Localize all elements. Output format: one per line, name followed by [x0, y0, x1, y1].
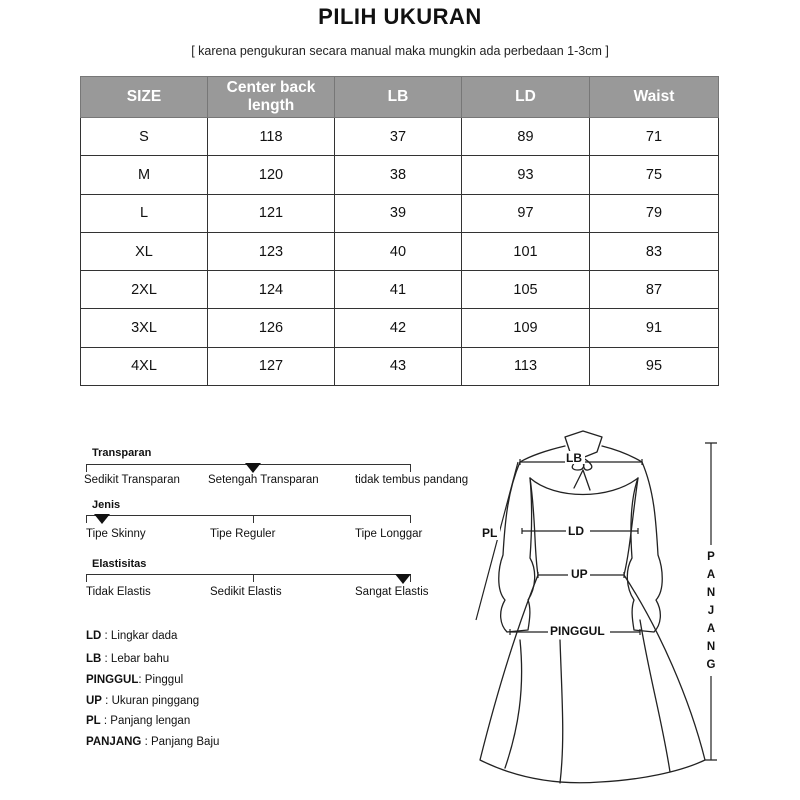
cell-lb: 37	[335, 118, 462, 156]
jenis-scale-line	[86, 515, 410, 516]
transparan-selected-marker	[245, 463, 261, 473]
legend-key: UP	[86, 695, 102, 707]
cell-size: 4XL	[81, 347, 208, 385]
page-subtitle: [ karena pengukuran secara manual maka mungkin ada perbedaan 1-3cm ]	[191, 44, 609, 58]
legend-item-pl	[86, 715, 190, 727]
pl-label: PL	[482, 526, 498, 540]
ld-label: LD	[568, 524, 584, 538]
cell-waist: 83	[590, 232, 719, 270]
cell-center-back-length: 127	[208, 347, 335, 385]
table-row	[81, 232, 719, 270]
table-row	[81, 118, 719, 156]
panjang-letter: A	[706, 569, 716, 581]
legend-desc: : Lingkar dada	[101, 630, 178, 642]
legend-key: PINGGUL	[86, 674, 139, 686]
legend-key: PL	[86, 715, 101, 727]
cell-center-back-length: 126	[208, 309, 335, 347]
table-header-row	[81, 77, 719, 118]
elastisitas-scale-title: Elastisitas	[92, 558, 147, 570]
header-size: SIZE	[81, 77, 208, 118]
cell-center-back-length: 123	[208, 232, 335, 270]
legend-item-lb	[86, 653, 169, 665]
legend-item-ld	[86, 630, 177, 642]
cell-size: M	[81, 156, 208, 194]
cell-waist: 91	[590, 309, 719, 347]
scale-tick	[253, 515, 254, 523]
panjang-letter: N	[706, 641, 716, 653]
cell-center-back-length: 118	[208, 118, 335, 156]
cell-center-back-length: 121	[208, 194, 335, 232]
legend-key: LD	[86, 630, 102, 642]
cell-waist: 87	[590, 271, 719, 309]
dress-left-sleeve	[499, 462, 535, 632]
cell-lb: 40	[335, 232, 462, 270]
cell-center-back-length: 124	[208, 271, 335, 309]
transparan-scale-title: Transparan	[92, 447, 152, 459]
jenis-scale-title: Jenis	[92, 499, 121, 511]
cell-ld: 105	[462, 271, 590, 309]
cell-ld: 97	[462, 194, 590, 232]
cell-lb: 42	[335, 309, 462, 347]
scale-tick	[86, 515, 87, 523]
table-row	[81, 271, 719, 309]
table-row	[81, 309, 719, 347]
cell-lb: 41	[335, 271, 462, 309]
cell-size: 3XL	[81, 309, 208, 347]
header-ld: LD	[462, 77, 590, 118]
cell-lb: 43	[335, 347, 462, 385]
legend-desc: : Lebar bahu	[101, 653, 170, 665]
cell-ld: 113	[462, 347, 590, 385]
cell-ld: 93	[462, 156, 590, 194]
legend-desc: : Panjang Baju	[141, 736, 220, 748]
table-row	[81, 156, 719, 194]
cell-size: XL	[81, 232, 208, 270]
cell-size: L	[81, 194, 208, 232]
pl-measure-line	[476, 462, 518, 620]
up-label: UP	[571, 567, 588, 581]
panjang-letter: N	[706, 587, 716, 599]
elastisitas-option-label: Sedikit Elastis	[210, 586, 282, 598]
legend-item-up	[86, 695, 199, 707]
size-table	[80, 76, 719, 386]
elastisitas-option-label: Sangat Elastis	[355, 586, 429, 598]
legend-item-pinggul	[86, 674, 183, 686]
pinggul-label: PINGGUL	[550, 624, 605, 638]
scale-tick	[253, 574, 254, 582]
legend-desc: : Ukuran pinggang	[101, 695, 200, 707]
scale-tick	[86, 574, 87, 582]
elastisitas-scale-line	[86, 574, 410, 575]
cell-waist: 75	[590, 156, 719, 194]
legend-key: LB	[86, 653, 102, 665]
panjang-letter: P	[707, 551, 715, 563]
cell-ld: 89	[462, 118, 590, 156]
legend-desc: : Panjang lengan	[100, 715, 191, 727]
page-title: PILIH UKURAN	[318, 4, 482, 29]
scale-tick	[410, 515, 411, 523]
transparan-option-label: Setengah Transparan	[208, 474, 319, 486]
transparan-option-label: tidak tembus pandang	[355, 474, 469, 486]
legend-key: PANJANG	[86, 736, 142, 748]
cell-center-back-length: 120	[208, 156, 335, 194]
jenis-option-label: Tipe Longgar	[355, 528, 423, 540]
scale-tick	[86, 464, 87, 472]
panjang-letter: G	[706, 659, 716, 671]
table-row	[81, 347, 719, 385]
cell-lb: 38	[335, 156, 462, 194]
panjang-letter: A	[706, 623, 716, 635]
jenis-selected-marker	[94, 514, 110, 524]
legend-item-panjang	[86, 736, 219, 748]
jenis-option-label: Tipe Reguler	[210, 528, 276, 540]
jenis-option-label: Tipe Skinny	[86, 528, 146, 540]
dress-measurement-diagram	[440, 420, 800, 800]
dress-right-sleeve	[627, 462, 662, 632]
lb-label: LB	[566, 451, 582, 465]
cell-size: 2XL	[81, 271, 208, 309]
header-center-back-length: Center back length	[208, 77, 335, 118]
cell-size: S	[81, 118, 208, 156]
transparan-option-label: Sedikit Transparan	[84, 474, 180, 486]
cell-lb: 39	[335, 194, 462, 232]
scale-tick	[410, 464, 411, 472]
table-row	[81, 194, 719, 232]
elastisitas-selected-marker	[395, 574, 411, 584]
panjang-letter: J	[707, 605, 715, 617]
dress-skirt	[480, 575, 705, 783]
elastisitas-option-label: Tidak Elastis	[86, 586, 151, 598]
header-lb: LB	[335, 77, 462, 118]
cell-ld: 101	[462, 232, 590, 270]
cell-waist: 95	[590, 347, 719, 385]
cell-ld: 109	[462, 309, 590, 347]
cell-waist: 79	[590, 194, 719, 232]
legend-desc: : Pinggul	[138, 674, 184, 686]
cell-waist: 71	[590, 118, 719, 156]
header-waist: Waist	[590, 77, 719, 118]
